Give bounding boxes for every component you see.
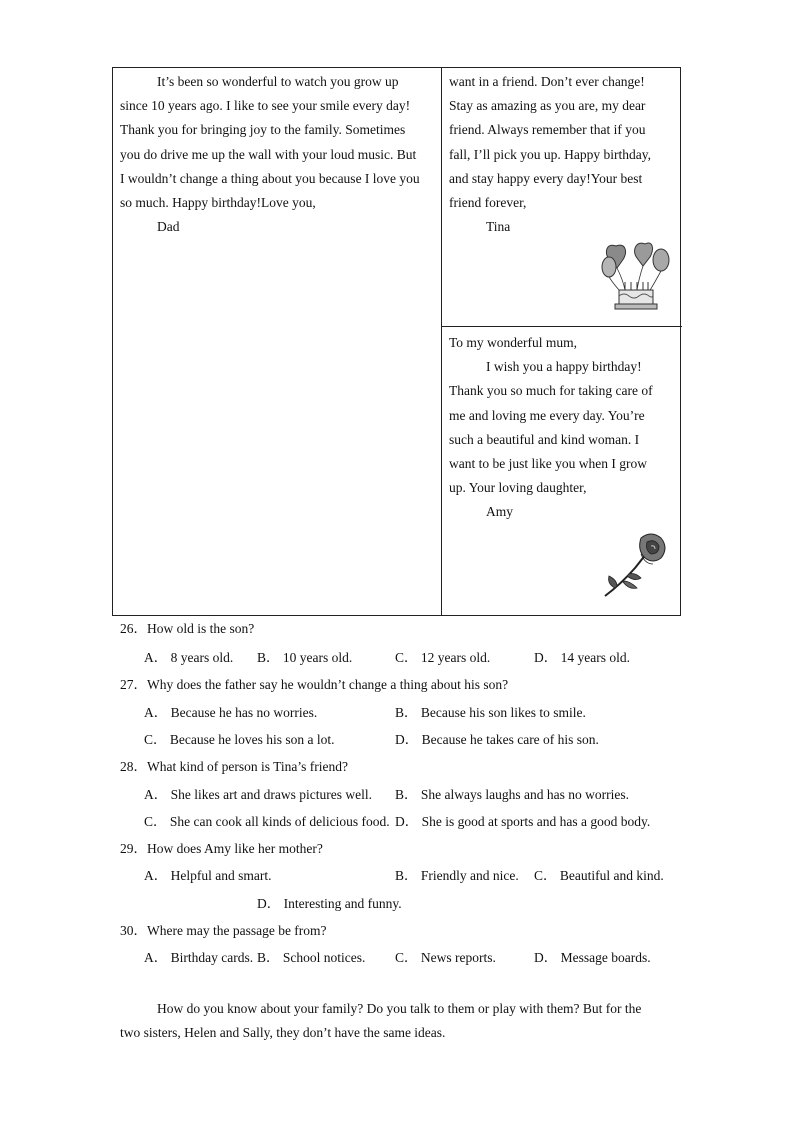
tina-signature: Tina [486, 219, 511, 235]
rose-icon [601, 528, 673, 600]
reading-passage [120, 997, 665, 1045]
option-d: D． Interesting and funny. [257, 896, 402, 911]
dad-card [120, 70, 436, 239]
tina-card-line: Stay as amazing as you are, my dear [449, 98, 646, 114]
tina-card-line: friend forever, [449, 195, 527, 211]
question-stem: 30．Where may the passage be from? [120, 923, 327, 938]
amy-signature: Amy [486, 504, 513, 520]
option-d: D． Message boards. [534, 950, 651, 965]
option-a: A． Birthday cards. [144, 950, 254, 965]
amy-card-line: me and loving me every day. You’re [449, 407, 645, 423]
amy-card-line: I wish you a happy birthday! [486, 359, 642, 375]
passage-line: How do you know about your family? Do you talk to them or play with them? But for the [157, 1001, 642, 1016]
option-b: B． School notices. [257, 950, 366, 965]
question-stem: 29．How does Amy like her mother? [120, 841, 323, 856]
tina-card-line: fall, I’ll pick you up. Happy birthday, [449, 146, 651, 162]
option-a: A． She likes art and draws pictures well. [144, 787, 372, 802]
balloon-cake-icon [601, 240, 677, 312]
dad-card-line: since 10 years ago. I like to see your smile every day! [120, 98, 411, 114]
passage-line: two sisters, Helen and Sally, they don’t have the same ideas. [120, 1025, 446, 1040]
tina-card-line: want in a friend. Don’t ever change! [449, 74, 645, 89]
dad-card-line: I wouldn’t change a thing about you because I love you [120, 170, 420, 186]
table-divider-horizontal [441, 326, 682, 327]
option-b: B． She always laughs and has no worries. [395, 787, 629, 802]
option-a: A． 8 years old. [144, 650, 234, 665]
option-c: C． She can cook all kinds of delicious food. [144, 814, 390, 829]
amy-card [449, 331, 677, 525]
tina-card [449, 70, 677, 239]
amy-card-line: up. Your loving daughter, [449, 480, 587, 496]
tina-card-line: friend. Always remember that if you [449, 122, 646, 138]
dad-card-line: Thank you for bringing joy to the family. Sometimes [120, 122, 406, 138]
dad-card-line: so much. Happy birthday!Love you, [120, 195, 316, 211]
option-a: A． Helpful and smart. [144, 868, 272, 883]
option-b: B． Because his son likes to smile. [395, 705, 586, 720]
question-stem: 27．Why does the father say he wouldn’t change a thing about his son? [120, 677, 509, 692]
question-stem: 28．What kind of person is Tina’s friend? [120, 759, 348, 774]
option-d: D． She is good at sports and has a good body. [395, 814, 651, 829]
dad-card-line: It’s been so wonderful to watch you grow up [157, 74, 399, 89]
amy-card-line: such a beautiful and kind woman. I [449, 431, 640, 447]
question-stem: 26．How old is the son? [120, 621, 255, 636]
option-d: D． Because he takes care of his son. [395, 732, 599, 747]
option-a: A． Because he has no worries. [144, 705, 318, 720]
option-b: B． 10 years old. [257, 650, 353, 665]
option-c: C． News reports. [395, 950, 496, 965]
dad-card-line: you do drive me up the wall with your loud music. But [120, 146, 417, 162]
amy-card-line: Thank you so much for taking care of [449, 383, 653, 399]
tina-card-line: and stay happy every day!Your best [449, 170, 643, 186]
option-d: D． 14 years old. [534, 650, 630, 665]
amy-card-greeting: To my wonderful mum, [449, 335, 578, 350]
amy-card-line: want to be just like you when I grow [449, 456, 647, 472]
option-c: C． Because he loves his son a lot. [144, 732, 335, 747]
birthday-cards-table [112, 67, 681, 616]
table-divider-vertical [441, 68, 442, 615]
option-c: C． Beautiful and kind. [534, 868, 664, 883]
option-c: C． 12 years old. [395, 650, 491, 665]
dad-signature: Dad [157, 219, 180, 235]
option-b: B． Friendly and nice. [395, 868, 519, 883]
